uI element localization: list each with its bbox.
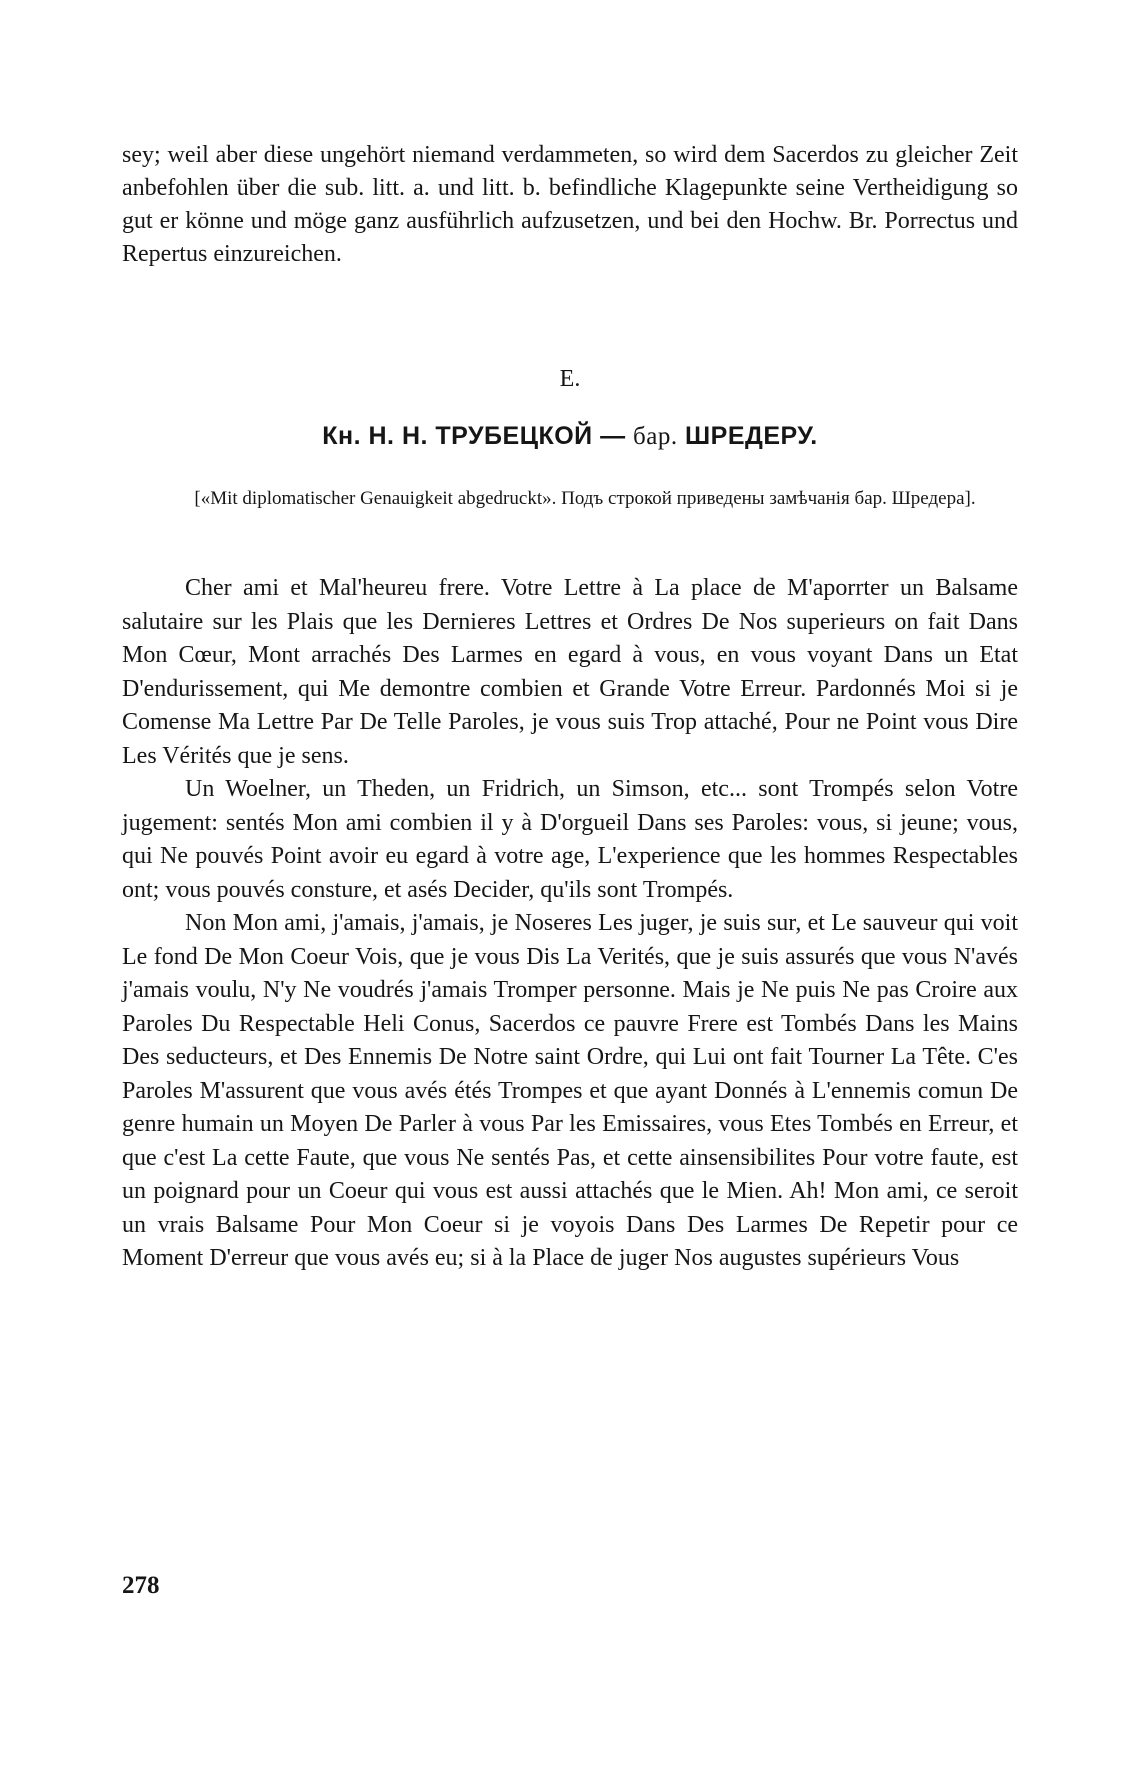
- editorial-note: [«Mit diplomatischer Genauigkeit abgedruckt». Подъ строкой приведены замѣчанія бар. Шредера].: [194, 488, 976, 509]
- section-title-left: Кн. Н. Н. ТРУБЕЦКОЙ —: [322, 422, 634, 450]
- letter-paragraph: Cher ami et Mal'heureu frere. Votre Lettre à La place de M'aporrter un Balsame salutaire sur les Plais que les Dernieres Lettres et Ordres De Nos superieurs on fait Dans Mon Cœur, Mont arrachés Des Larmes en egard à vous, en vous voyant Dans un Etat D'endurissement, qui Me demontre combien et Grande Votre Erreur. Pardonnés Moi si je Comense Ma Lettre Par De Telle Paroles, je vous suis Trop attaché, Pour ne Point vous Dire Les Vérités que je sens.: [122, 575, 1018, 769]
- letter-paragraph: Non Mon ami, j'amais, j'amais, je Noseres Les juger, je suis sur, et Le sauveur qui voit Le fond De Mon Coeur Vois, que je vous Dis La Verités, que je suis assurés que vous N'avés j'amais voulu, N'y Ne voudrés j'amais Tromper personne. Mais je Ne puis Ne pas Croire aux Paroles Du Respectable Heli Conus, Sacerdos ce pauvre Frere est Tombés Dans les Mains Des seducteurs, et Des Ennemis De Notre saint Ordre, qui Lui ont fait Tourner La Tête. C'es Paroles M'assurent que vous avés étés Trompes et que ayant Donnés à L'ennemis comun De genre humain un Moyen De Parler à vous Par les Emissaires, vous Etes Tombés en Erreur, et que c'est La cette Faute, que vous Ne sentés Pas, et cette ainsensibilites Pour votre faute, est un poignard pour un Coeur qui vous est aussi attachés que le Mien. Ah! Mon ami, ce seroit un vrais Balsame Pour Mon Coeur si je voyois Dans Des Larmes De Repetir pour ce Moment D'erreur que vous avés eu; si à la Place de juger Nos augustes supérieurs Vous: [122, 910, 1018, 1271]
- section-title-right: ШРЕДЕРУ.: [677, 422, 818, 450]
- section-title-middle: бар.: [633, 423, 678, 450]
- letter-body: [122, 572, 1018, 1276]
- intro-paragraph: sey; weil aber diese ungehört niemand verdammeten, so wird dem Sacerdos zu gleicher Zeit anbefohlen über die sub. litt. a. und litt. b. befindliche Klagepunkte seine Vertheidigung so gut er könne und möge ganz ausführlich aufzusetzen, und bei den Hochw. Br. Porrectus und Repertus einzureichen.: [122, 142, 1018, 267]
- page-number: 278: [122, 1572, 160, 1599]
- section-title: [0, 422, 1140, 451]
- intro-text: [122, 139, 1018, 271]
- letter-paragraph: Un Woelner, un Theden, un Fridrich, un Simson, etc... sont Trompés selon Votre jugement: sentés Mon ami combien il y à D'orgueil Dans ses Paroles: vous, si jeune; vous, qui Ne pouvés Point avoir eu egard à votre age, L'experience que les hommes Respectables ont; vous pouvés consture, et asés Decider, qu'ils sont Trompés.: [122, 776, 1018, 903]
- section-letter: E.: [559, 366, 581, 392]
